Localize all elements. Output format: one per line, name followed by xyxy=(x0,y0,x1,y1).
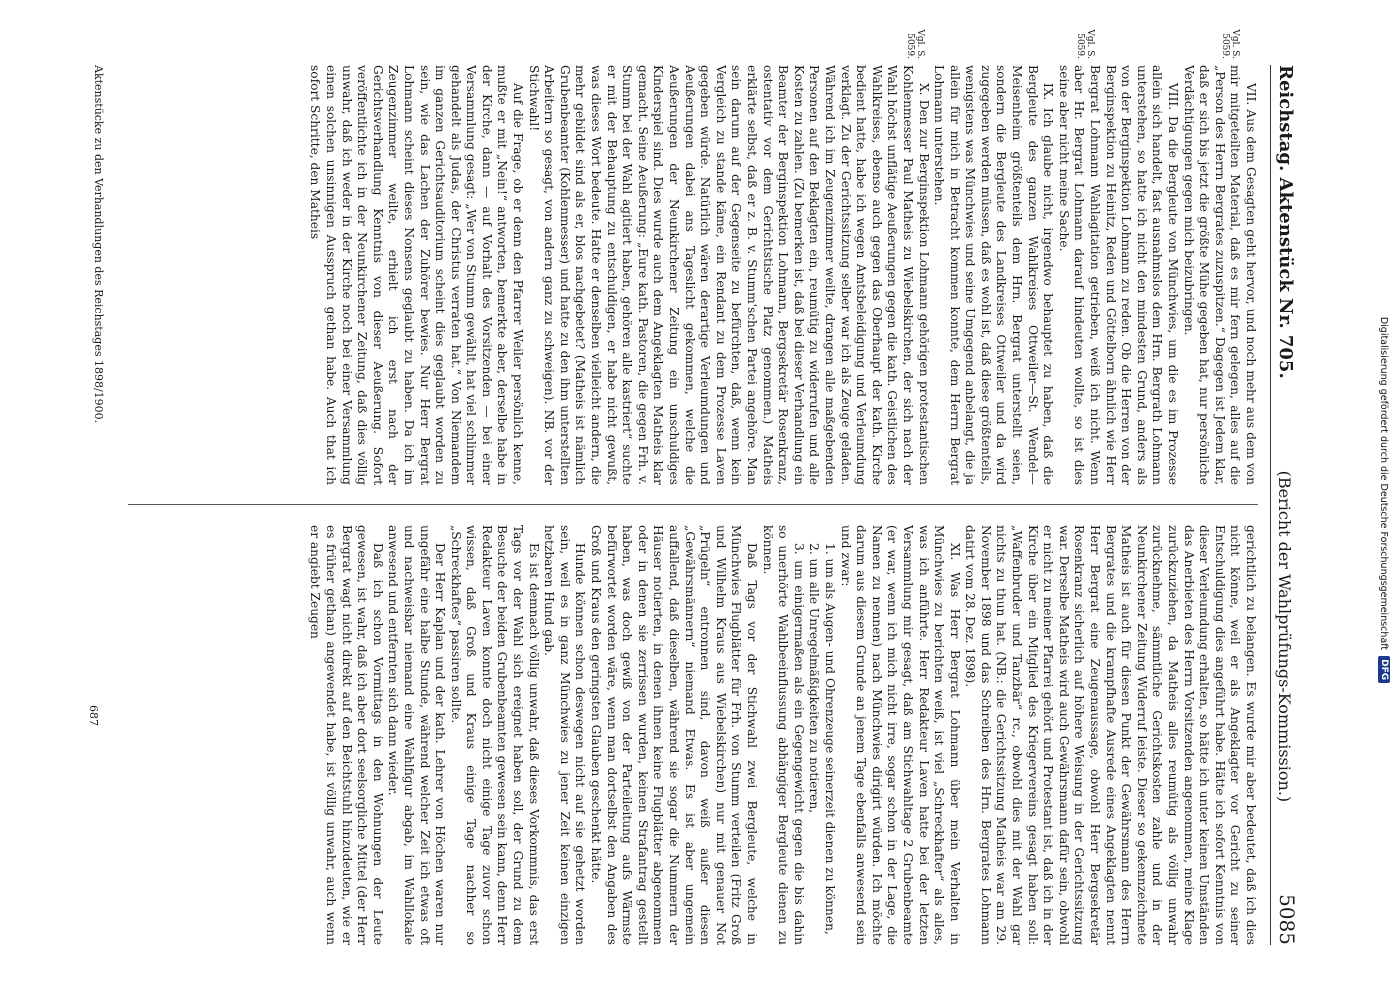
footer-sheet-number: 687 xyxy=(87,705,100,726)
dfg-logo-icon: DFG xyxy=(1378,656,1390,683)
paragraph: Es ist demnach völlig unwahr, daß dieses Vorkommnis, das erst Tags vor der Wahl sich ereignet haben soll, der Grund zu dem Besuche der beiden Grubenbeamten gewesen sein kann, denn Herr Redakteur Laven konnte doch nicht einige Tage zuvor schon wissen, daß Groß und Kraus einige Tage nachher so „Schreckhaftes“ passiren sollte. xyxy=(448,525,541,945)
paragraph: Auf die Frage, ob er denn den Pfarrer Weiler persönlich kenne, mußte er mit „Nein!“ antworten, bemerkte aber, derselbe habe in der Kirche, dann — auf Vorhalt des Vorsitzenden — bei einer Versammlung gesagt: „Wer von Stumm gewählt, hat viel schlimmer gehandelt als Judas, der Christus verraten hat.“ Von Niemandem im ganzen Gerichtsauditorium scheint dies geglaubt worden zu sein, wie das Lachen der Zuhörer bewies. Nur Herr Bergrat Lohmann scheint dieses Nonsens geglaubt zu haben. Da ich im Zeugenzimmer weilte, erhielt ich erst nach der Gerichtsverhandlung Kenntnis von dieser Aeußerung. Sofort veröffentlichte ich in der Neunkirchener Zeitung, daß dies völlig unwahr, daß ich weder in der Kirche noch bei einer Versammlung einen solchen unsinnigen Ausspruch gethan habe. Auch that ich sofort Schritte, den Matheis xyxy=(308,65,526,485)
paragraph: Daß Tags vor der Stichwahl zwei Bergleute, welche in Münchwies Flugblätter für Frh. von Stumm verteilen (Fritz Groß und Wilhelm Kraus aus Wiebelskirchen) nur mit genauer Not „Prügeln“ entronnen sind, davon weiß außer diesen „Gewährsmännern“ niemand Etwas. Es ist aber ungemein auffallend, daß dieselben, während sie sogar die Nummern der Häuser notierten, in denen ihnen keine Flugblätter abgenommen oder in denen sie zerrissen wurden, keinen Strafantrag gestellt haben, was doch gewiß von der Parteileitung aufs Wärmste befürwortet worden wäre, wenn man dortselbst den Angaben des Groß und Kraus den geringsten Glauben geschenkt hätte. xyxy=(589,525,759,945)
rotated-page xyxy=(65,29,1310,945)
list-item: 1. um als Augen- und Ohrenzeuge seinerzeit dienen zu können, xyxy=(822,543,837,935)
right-column xyxy=(108,525,1258,945)
list-item: 3. um einigermaßen als ein Gegengewicht gegen die bis dahin so unerhörte Wahlbeeinflussung abhängiger Bergleute dienen zu können. xyxy=(760,525,806,945)
margin-reference: Vgl. S. 5059. xyxy=(905,29,925,59)
paragraph: gerichtlich zu belangen. Es wurde mir aber bedeutet, daß ich dies nicht könne, weil er als Angeklagter vor Gericht zu seiner Entschuldigung dies angeführt habe. Hätte ich sofort Kenntnis von dieser Verleumdung erhalten, so hätte ich unter keinen Umständen das Anerbieten des Herrn Vorsitzenden angenommen, meine Klage zurückzuziehen, da Matheis alles reumütig als völlig unwahr zurücknehme, sämmtliche Gerichtskosten zahle und in der Neunkirchener Zeitung Widerruf leiste. Dieser so gekennzeichnete Matheis ist auch für diesen Punkt der Gewährsmann des Herrn Bergrates und die krampfhafte Ausrede eines Angeklagten nennt Herr Bergrat eine Zeugenaussage, obwohl Herr Bergsekretär Rosenkranz sicherlich auf höhere Weisung in der Gerichtssitzung war. Derselbe Matheis wird auch Gewährsmann dafür sein, obwohl er nicht zu meiner Pfarrei gehört und Protestant ist, daß ich in der Kirche über ein Mitglied des Kriegervereins gesagt haben soll: „Waffenbruder und Tanzbär“ rc., obwohl dies mit der Wahl gar nichts zu thun hat. (NB.: die Gerichtssitzung Matheis war am 29. November 1898 und das Schreiben des Hrn. Bergrates Lohmann datirt vom 28. Dez. 1898). xyxy=(963,525,1258,945)
paragraph: Der Herr Kaplan und der kath. Lehrer von Höchen waren nur ungefähr eine halbe Stunde, während welcher Zeit ich etwas oft und nachweisbar niemand eine Wahlfigur abgab, im Wahllokale anwesend und entfernten sich dann wieder. xyxy=(386,525,448,945)
paragraph: VIII. Da die Bergleute von Münchwies, um die es im Prozesse allein sich handelt, fast ausnahmslos dem Hrn. Bergrath Lohmann unterstehen, so hatte ich nicht den mindesten Grund, anders als von der Berginspektion Lohmann zu reden. Ob die Herren von der Berginspektion zu Heinitz, Reden und Göttelborn ähnlich wie Herr Bergrat Lohmann Wahlagitation getrieben, weiß ich nicht. Wenn aber Hr. Bergrat Lohmann darauf hindeuten wollte, so ist dies seine aber nicht meine Sache. xyxy=(1056,65,1181,485)
digitization-credit xyxy=(1373,10,1395,990)
page-number: 5085 xyxy=(1275,894,1299,945)
header-subtitle: (Bericht der Wahlprüfungs-Kommission.) xyxy=(1275,470,1294,803)
credit-text: Digitalisierung gefördert durch die Deutsche Forschungsgemeinschaft xyxy=(1378,316,1390,651)
list-item: 2. um alle Unregelmäßigkeiten zu notieren, xyxy=(807,543,822,814)
paragraph: Hunde können schon deswegen nicht auf sie gehetzt worden sein, weil es in ganz Münchwies zu jener Zeit keinen einzigen hetzbaren Hund gab. xyxy=(542,525,588,945)
margin-reference: Vgl. S. 5059. xyxy=(1075,29,1095,59)
paragraph: Daß ich schon Vormittags in den Wohnungen der Leute gewesen, ist wahr, daß ich aber dort seelsorgliche Mittel (der Herr Bergrat wagt nicht direkt auf den Beichtstuhl hinzudeuten, wie er es früher gethan) angewendet habe, ist völlig unwahr, auch wenn er angiebt Zeugen xyxy=(308,525,385,945)
footer-source: Aktenstücke zu den Verhandlungen des Reichstages 1898/1900. xyxy=(92,65,105,424)
left-column xyxy=(108,65,1258,485)
page-header xyxy=(1270,65,1310,945)
paragraph: IX. Ich glaube nicht, irgendwo behauptet zu haben, daß die Bergleute des ganzen Wahlkreises Ottweiler—St. Wendel—Meisenheim größtenteils dem Hrn. Bergrat unterstellt seien, sondern die Bergleute des Landkreises Ottweiler und da wird zugegeben werden müssen, daß es wohl ist, daß diese größtenteils, wenigstens was Münchwies und seine Umgegend anbelangt, die ja allein für mich in Betracht kommen konnte, dem Herrn Bergrat Lohmann unterstehen. xyxy=(932,65,1056,485)
paragraph: XI. Was Herr Bergrat Lohmann über mein Verhalten in Münchwies zu berichten weiß, ist viel „Schreckhafter“ als alles, was ich anführte. Herr Redakteur Laven hatte bei der letzten Versammlung mir gesagt, daß am Stichwahltage 2 Grubenbeamte (er war, wenn ich mich nicht irre, sogar schon in der Lage, die Namen zu nennen) nach Münchwies dirigirt würden. Ich möchte darum aus diesem Grunde an jenem Tage ebenfalls anwesend sein und zwar: xyxy=(838,525,962,945)
paragraph: VII. Aus dem Gesagten geht hervor, und noch mehr aus dem von mir mitgeteilten Material, daß es mir fern gelegen, alles auf die „Person des Herrn Bergrates zuzuspitzen.“ Dagegen ist Jedem klar, daß er sich bis jetzt die größte Mühe gegeben hat, nur persönliche Verdächtigungen gegen mich beizubringen. xyxy=(1181,65,1258,485)
margin-reference: Vgl. S. 5059. xyxy=(1220,29,1240,59)
paragraph: X. Den zur Berginspektion Lohmann gehörigen protestantischen Kohlenmesser Paul Matheis zu Wiebelskirchen, der sich nach der Wahl höchst unflätige Aeußerungen gegen die kath. Geistlichen des Wahlkreises, ebenso auch gegen das Oberhaupt der kath. Kirche bedient hatte, habe ich wegen Amtsbeleidigung und Verleumdung verklagt. Zu der Gerichtssitzung selber war ich als Zeuge geladen. Während ich im Zeugenzimmer weilte, drangen alle maßgebenden Personen auf den Beklagten ein, reumütig zu widerrufen und alle Kosten zu zahlen. (Zu bemerken ist, daß bei dieser Verhandlung ein Beamter der Berginspektion Lohmann, Bergsekretär Rosenkranz, ostentativ vor dem Gerichtstische Platz genommen.) Matheis erklärte selbst, daß er z. B. v. Stumm'schen Partei angehöre. Man sein darum auf der Gegenseite zu befürchten, daß, wenn kein Vergleich zu stande käme, ein Rendant zu dem Prozesse Laven gegeben würde. Natürlich wären derartige Verleumdungen und Aeußerungen dabei ans Tageslicht gekommen, welche die Aeußerungen der Neunkirchener Zeitung ein unschuldiges Kinderspiel sind. Dies wurde auch dem Angeklagten Matheis klar gemacht. Seine Aeußerung: „Eure kath. Pastoren, die gegen Frh. v. Stumm bei der Wahl agitiert haben, gehören alle kastriert“ suchte er mit der Behauptung zu entschuldigen, er habe nicht gewußt, was dieses Wort bedeute. Hatte er denselben vielleicht andern, die mehr gebildet sind als er, blos nachgebetet? (Matheis ist nämlich Grubenbeamter (Kohlenmesser) und hatte zu den ihm unterstellten Arbeitern so gesagt, von andern ganz zu schweigen). NB. vor der Stichwahl! xyxy=(526,65,931,485)
header-title: Reichstag. Aktenstück Nr. 705. xyxy=(1275,65,1296,379)
column-divider xyxy=(128,504,1258,505)
